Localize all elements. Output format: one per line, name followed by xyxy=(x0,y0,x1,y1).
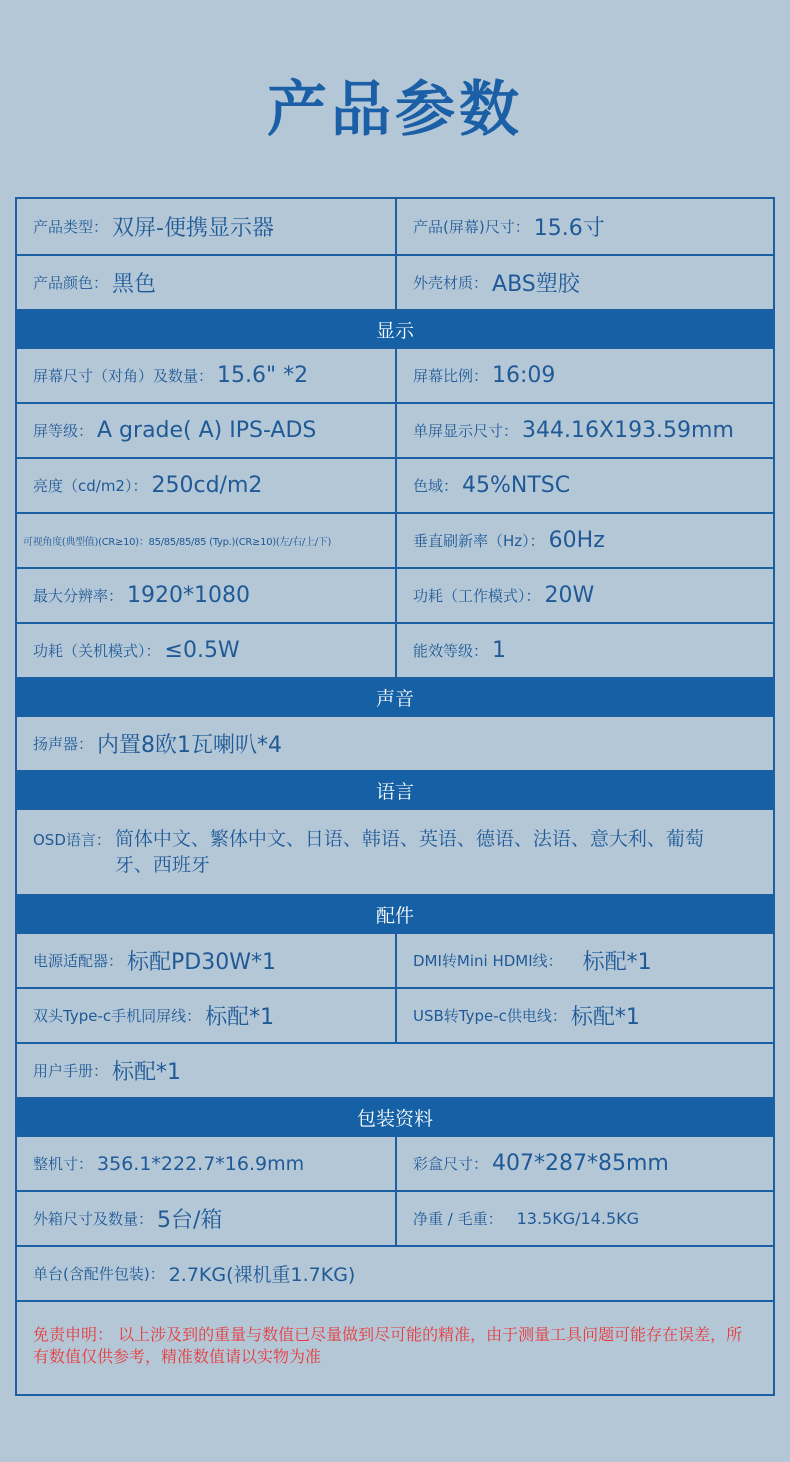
disclaimer-text: 免责申明： 以上涉及到的重量与数值已尽量做到尽可能的精准，由于测量工具问题可能存在误差，所有数值仅供参考，精准数值请以实物为准 xyxy=(17,1300,773,1394)
grade-cell xyxy=(17,404,395,457)
resolution-cell xyxy=(17,569,395,622)
typec-cable-cell xyxy=(17,989,395,1042)
speaker-label: 扬声器： xyxy=(33,735,94,753)
table-row xyxy=(17,347,773,402)
refresh-label: 垂直刷新率（Hz）： xyxy=(413,532,545,550)
manual-cell xyxy=(17,1044,773,1097)
material-cell xyxy=(395,256,773,309)
manual-value: 标配*1 xyxy=(112,1060,182,1085)
table-row xyxy=(17,987,773,1042)
osd-language-cell xyxy=(17,810,773,894)
weight-cell xyxy=(395,1192,773,1245)
table-row xyxy=(17,1042,773,1097)
brightness-cell xyxy=(17,459,395,512)
power-off-cell xyxy=(17,624,395,677)
grade-label: 屏等级： xyxy=(33,422,94,440)
resolution-label: 最大分辨率： xyxy=(33,587,124,605)
table-row xyxy=(17,199,773,254)
table-row xyxy=(17,402,773,457)
weight-label: 净重 / 毛重： xyxy=(413,1210,503,1228)
grade-value: A grade( A) IPS-ADS xyxy=(97,418,317,443)
single-size-value: 344.16X193.59mm xyxy=(522,418,734,443)
unit-size-value: 356.1*222.7*16.9mm xyxy=(97,1152,305,1175)
power-adapter-cell xyxy=(17,934,395,987)
box-size-value: 407*287*85mm xyxy=(492,1151,669,1176)
material-value: ABS塑胶 xyxy=(492,272,580,297)
material-label: 外壳材质： xyxy=(413,274,489,292)
product-type-value: 双屏-便携显示器 xyxy=(112,216,274,241)
brightness-label: 亮度（cd/m2）： xyxy=(33,477,148,495)
power-off-label: 功耗（关机模式）： xyxy=(33,642,161,660)
single-weight-value: 2.7KG(裸机重1.7KG) xyxy=(168,1264,356,1286)
gamut-value: 45%NTSC xyxy=(462,473,571,498)
table-row xyxy=(17,512,773,567)
spec-table xyxy=(15,197,775,1396)
product-size-cell xyxy=(395,199,773,254)
table-row xyxy=(17,567,773,622)
efficiency-cell xyxy=(395,624,773,677)
section-header-display: 显示 xyxy=(17,309,773,347)
product-size-value: 15.6寸 xyxy=(533,216,605,241)
usb-cable-value: 标配*1 xyxy=(570,1005,640,1030)
table-row xyxy=(17,457,773,512)
brightness-value: 250cd/m2 xyxy=(151,473,263,498)
section-header-language: 语言 xyxy=(17,770,773,808)
screen-size-value: 15.6" *2 xyxy=(217,363,309,388)
gamut-cell xyxy=(395,459,773,512)
efficiency-value: 1 xyxy=(492,638,507,663)
ratio-value: 16:09 xyxy=(492,363,556,388)
manual-label: 用户手册： xyxy=(33,1062,109,1080)
product-type-cell xyxy=(17,199,395,254)
weight-value: 13.5KG/14.5KG xyxy=(516,1209,640,1228)
gamut-label: 色域： xyxy=(413,477,459,495)
osd-language-label: OSD语言： xyxy=(33,831,111,849)
efficiency-label: 能效等级： xyxy=(413,642,489,660)
resolution-value: 1920*1080 xyxy=(127,583,250,608)
table-row xyxy=(17,622,773,677)
section-header-accessories: 配件 xyxy=(17,894,773,932)
product-size-label: 产品(屏幕)尺寸： xyxy=(413,218,530,236)
carton-value: 5台/箱 xyxy=(157,1208,223,1233)
viewing-angle-text: 可视角度(典型值)(CR≥10)：85/85/85/85 (Typ.)(CR≥10)(左/右/上/下) xyxy=(23,537,332,548)
screen-size-cell xyxy=(17,349,395,402)
power-work-value: 20W xyxy=(544,583,595,608)
ratio-cell xyxy=(395,349,773,402)
usb-cable-cell xyxy=(395,989,773,1042)
screen-size-label: 屏幕尺寸（对角）及数量： xyxy=(33,367,214,385)
hdmi-cable-value: 标配*1 xyxy=(582,950,652,975)
speaker-value: 内置8欧1瓦喇叭*4 xyxy=(97,733,283,758)
table-row xyxy=(17,715,773,770)
power-work-label: 功耗（工作模式）： xyxy=(413,587,541,605)
unit-size-cell xyxy=(17,1137,395,1190)
table-row xyxy=(17,1190,773,1245)
power-off-value: ≤0.5W xyxy=(164,638,240,663)
single-size-cell xyxy=(395,404,773,457)
single-size-label: 单屏显示尺寸： xyxy=(413,422,519,440)
single-weight-cell xyxy=(17,1247,773,1300)
usb-cable-label: USB转Type-c供电线： xyxy=(413,1007,567,1025)
viewing-angle-cell xyxy=(17,514,395,567)
single-weight-label: 单台(含配件包装)： xyxy=(33,1265,165,1283)
product-color-cell xyxy=(17,256,395,309)
power-adapter-label: 电源适配器： xyxy=(33,952,124,970)
speaker-cell xyxy=(17,717,773,770)
power-work-cell xyxy=(395,569,773,622)
carton-label: 外箱尺寸及数量： xyxy=(33,1210,154,1228)
carton-cell xyxy=(17,1192,395,1245)
power-adapter-value: 标配PD30W*1 xyxy=(127,950,276,975)
section-header-packaging: 包装资料 xyxy=(17,1097,773,1135)
table-row xyxy=(17,1135,773,1190)
table-row xyxy=(17,808,773,894)
refresh-cell xyxy=(395,514,773,567)
product-type-label: 产品类型： xyxy=(33,218,109,236)
product-color-label: 产品颜色： xyxy=(33,274,109,292)
typec-cable-label: 双头Type-c手机同屏线： xyxy=(33,1007,202,1025)
product-color-value: 黑色 xyxy=(112,272,157,297)
page-title: 产品参数 xyxy=(267,75,523,145)
table-row xyxy=(17,1245,773,1300)
unit-size-label: 整机寸： xyxy=(33,1155,94,1173)
section-header-sound: 声音 xyxy=(17,677,773,715)
hdmi-cable-cell xyxy=(395,934,773,987)
hdmi-cable-label: DMI转Mini HDMI线： xyxy=(413,952,563,970)
ratio-label: 屏幕比例： xyxy=(413,367,489,385)
box-size-cell xyxy=(395,1137,773,1190)
box-size-label: 彩盒尺寸： xyxy=(413,1155,489,1173)
table-row xyxy=(17,932,773,987)
typec-cable-value: 标配*1 xyxy=(205,1005,275,1030)
table-row xyxy=(17,254,773,309)
refresh-value: 60Hz xyxy=(548,528,605,553)
osd-language-value: 简体中文、繁体中文、日语、韩语、英语、德语、法语、意大利、葡萄牙、西班牙 xyxy=(114,828,704,876)
